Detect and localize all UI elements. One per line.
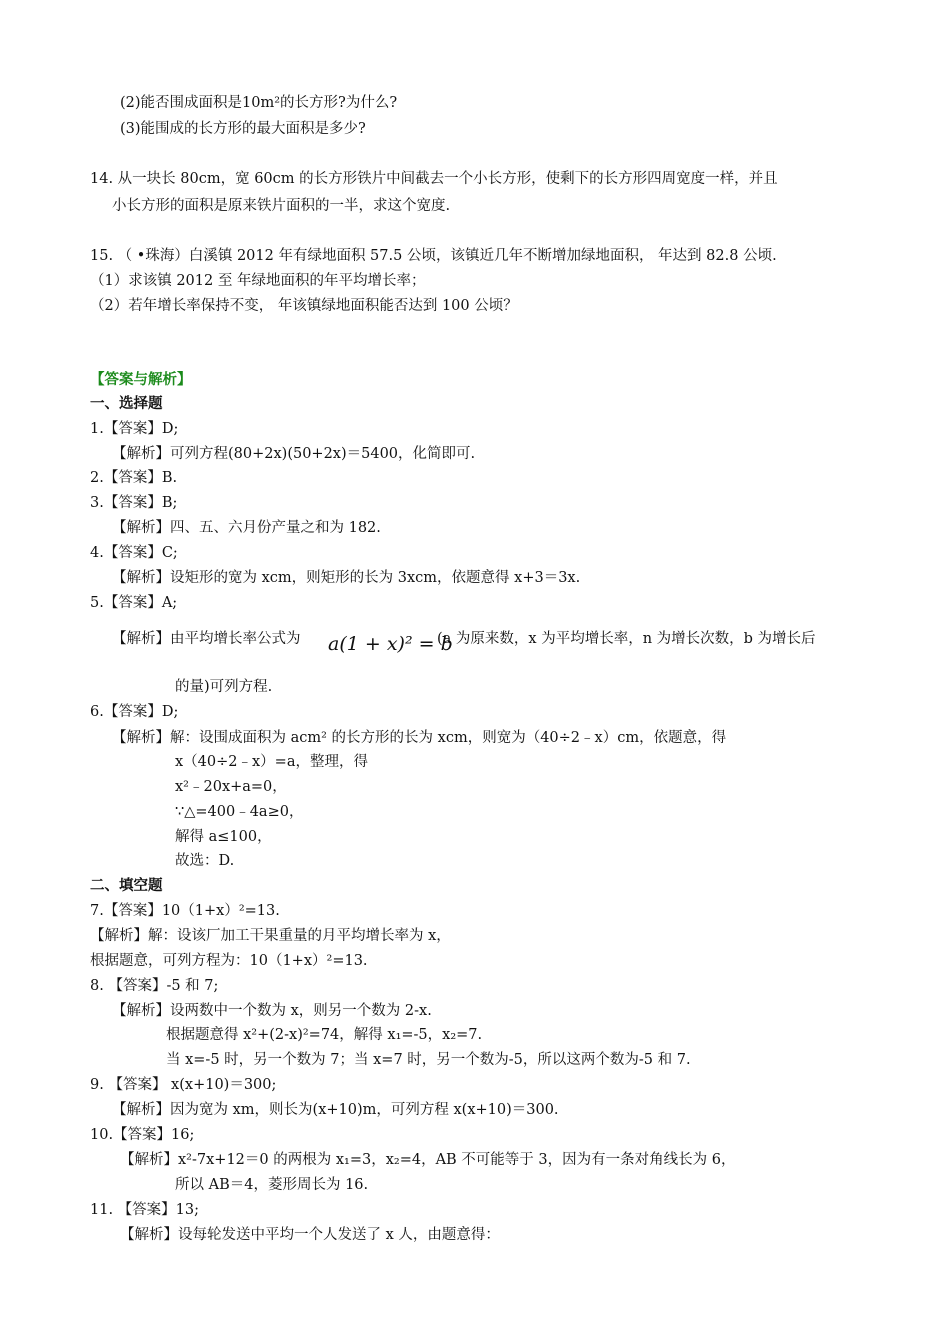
explanation-9: 【解析】因为宽为 xm，则长为(x+10)m，可列方程 x(x+10)＝300.	[112, 1102, 559, 1118]
explanation-8-line1: 根据题意得 x²+(2-x)²=74，解得 x₁=-5，x₂=7.	[166, 1027, 483, 1043]
explanation-6: 【解析】解：设围成面积为 acm² 的长方形的长为 xcm，则宽为（40÷2﹣x）cm，依题意，得	[112, 730, 727, 746]
explanation-5-start: 【解析】由平均增长率公式为	[112, 631, 301, 647]
q15-line1: 15. （ •珠海）白溪镇 2012 年有绿地面积 57.5 公顷，该镇近几年不断增加绿地面积， 年达到 82.8 公顷.	[90, 248, 777, 264]
answer-2: 2.【答案】B.	[90, 470, 178, 486]
q14-line2: 小长方形的面积是原来铁片面积的一半，求这个宽度.	[112, 198, 451, 214]
q13-part2: (2)能否围成面积是10m²的长方形?为什么?	[120, 95, 398, 111]
answer-11: 11. 【答案】13;	[90, 1202, 200, 1218]
explanation-8: 【解析】设两数中一个数为 x，则另一个数为 2-x.	[112, 1003, 432, 1019]
explanation-6-line3: ∵△=400﹣4a≥0，	[175, 804, 304, 820]
answer-7: 7.【答案】10（1+x）²=13.	[90, 903, 280, 919]
explanation-6-line4: 解得 a≤100，	[175, 829, 272, 845]
answers-header: 【答案与解析】	[90, 372, 192, 388]
answer-8: 8. 【答案】-5 和 7;	[90, 978, 219, 994]
q14-line1: 14. 从一块长 80cm，宽 60cm 的长方形铁片中间截去一个小长方形，使剩下的长方形四周宽度一样，并且	[90, 171, 778, 187]
answer-1: 1.【答案】D;	[90, 421, 179, 437]
explanation-11: 【解析】设每轮发送中平均一个人发送了 x 人，由题意得：	[120, 1227, 500, 1243]
answer-9: 9. 【答案】 x(x+10)＝300;	[90, 1077, 277, 1093]
explanation-1: 【解析】可列方程(80+2x)(50+2x)＝5400，化简即可.	[112, 446, 476, 462]
answer-10: 10.【答案】16;	[90, 1127, 195, 1143]
explanation-8-line2: 当 x=-5 时，另一个数为 7；当 x=7 时，另一个数为-5，所以这两个数为-5 和 7.	[166, 1052, 691, 1068]
section-choice-title: 一、选择题	[90, 396, 163, 412]
explanation-6-line1: x（40÷2﹣x）=a，整理，得	[175, 754, 368, 770]
explanation-7-line1: 根据题意，可列方程为：10（1+x）²=13.	[90, 953, 368, 969]
explanation-10: 【解析】x²-7x+12＝0 的两根为 x₁=3，x₂=4，AB 不可能等于 3，因为有一条对角线长为 6，	[120, 1152, 736, 1168]
explanation-5-end: (a 为原来数，x 为平均增长率，n 为增长次数，b 为增长后	[437, 631, 816, 647]
explanation-6-line5: 故选：D.	[175, 853, 235, 869]
explanation-6-line2: x²﹣20x+a=0，	[175, 779, 287, 795]
answer-3: 3.【答案】B;	[90, 495, 178, 511]
explanation-5-cont: 的量)可列方程.	[175, 679, 273, 695]
q15-part2: （2）若年增长率保持不变， 年该镇绿地面积能否达到 100 公顷？	[90, 298, 518, 314]
q15-part1: （1）求该镇 2012 至 年绿地面积的年平均增长率；	[90, 273, 426, 289]
q13-part3: (3)能围成的长方形的最大面积是多少?	[120, 121, 366, 137]
growth-rate-formula: a(1 + x)² = b	[328, 633, 453, 655]
answer-4: 4.【答案】C;	[90, 545, 178, 561]
explanation-10-line1: 所以 AB＝4，菱形周长为 16.	[175, 1177, 369, 1193]
answer-6: 6.【答案】D;	[90, 704, 179, 720]
explanation-3: 【解析】四、五、六月份产量之和为 182.	[112, 520, 381, 536]
explanation-7: 【解析】解：设该厂加工干果重量的月平均增长率为 x，	[90, 928, 451, 944]
answer-5: 5.【答案】A;	[90, 595, 178, 611]
section-fill-title: 二、填空题	[90, 878, 163, 894]
explanation-4: 【解析】设矩形的宽为 xcm，则矩形的长为 3xcm，依题意得 x+3＝3x.	[112, 570, 581, 586]
